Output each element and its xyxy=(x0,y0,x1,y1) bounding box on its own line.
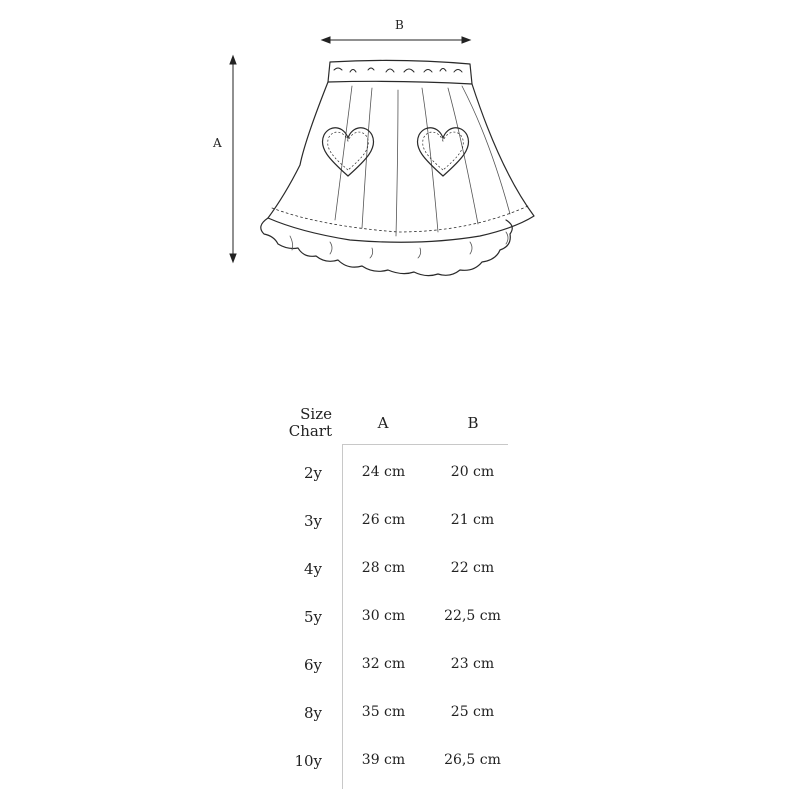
measure-b-cell: 22,5 cm xyxy=(444,608,501,624)
table-row xyxy=(270,464,530,484)
column-header-a: A xyxy=(377,414,389,432)
size-cell: 2y xyxy=(303,464,322,482)
measure-a-cell: 26 cm xyxy=(361,512,406,528)
width-arrow-b xyxy=(322,37,470,43)
table-row xyxy=(270,560,530,580)
table-row xyxy=(270,656,530,676)
measure-a-cell: 24 cm xyxy=(361,464,406,480)
table-row xyxy=(270,512,530,532)
dimension-label-b: B xyxy=(395,18,404,32)
measure-a-cell: 32 cm xyxy=(361,656,406,672)
skirt-outline xyxy=(261,60,534,275)
measure-b-cell: 20 cm xyxy=(450,464,495,480)
table-row xyxy=(270,608,530,628)
measure-a-cell: 35 cm xyxy=(361,704,406,720)
size-cell: 4y xyxy=(303,560,322,578)
measure-b-cell: 25 cm xyxy=(450,704,495,720)
height-arrow-a xyxy=(230,56,236,262)
measure-b-cell: 26,5 cm xyxy=(444,752,501,768)
measure-a-cell: 39 cm xyxy=(361,752,406,768)
size-cell: 5y xyxy=(303,608,322,626)
measure-a-cell: 30 cm xyxy=(361,608,406,624)
measure-b-cell: 23 cm xyxy=(450,656,495,672)
measure-b-cell: 22 cm xyxy=(450,560,495,576)
heart-pocket-right-icon xyxy=(417,128,468,176)
size-cell: 6y xyxy=(303,656,322,674)
size-chart-title: Size Chart xyxy=(288,405,332,440)
table-row xyxy=(270,704,530,724)
dimension-label-a: A xyxy=(213,136,222,150)
measure-a-cell: 28 cm xyxy=(361,560,406,576)
measure-b-cell: 21 cm xyxy=(450,512,495,528)
header-divider xyxy=(342,444,508,445)
skirt-diagram xyxy=(0,0,789,300)
size-cell: 3y xyxy=(303,512,322,530)
table-row xyxy=(270,752,530,772)
size-cell: 8y xyxy=(303,704,322,722)
size-cell: 10y xyxy=(294,752,322,770)
column-header-b: B xyxy=(467,414,479,432)
